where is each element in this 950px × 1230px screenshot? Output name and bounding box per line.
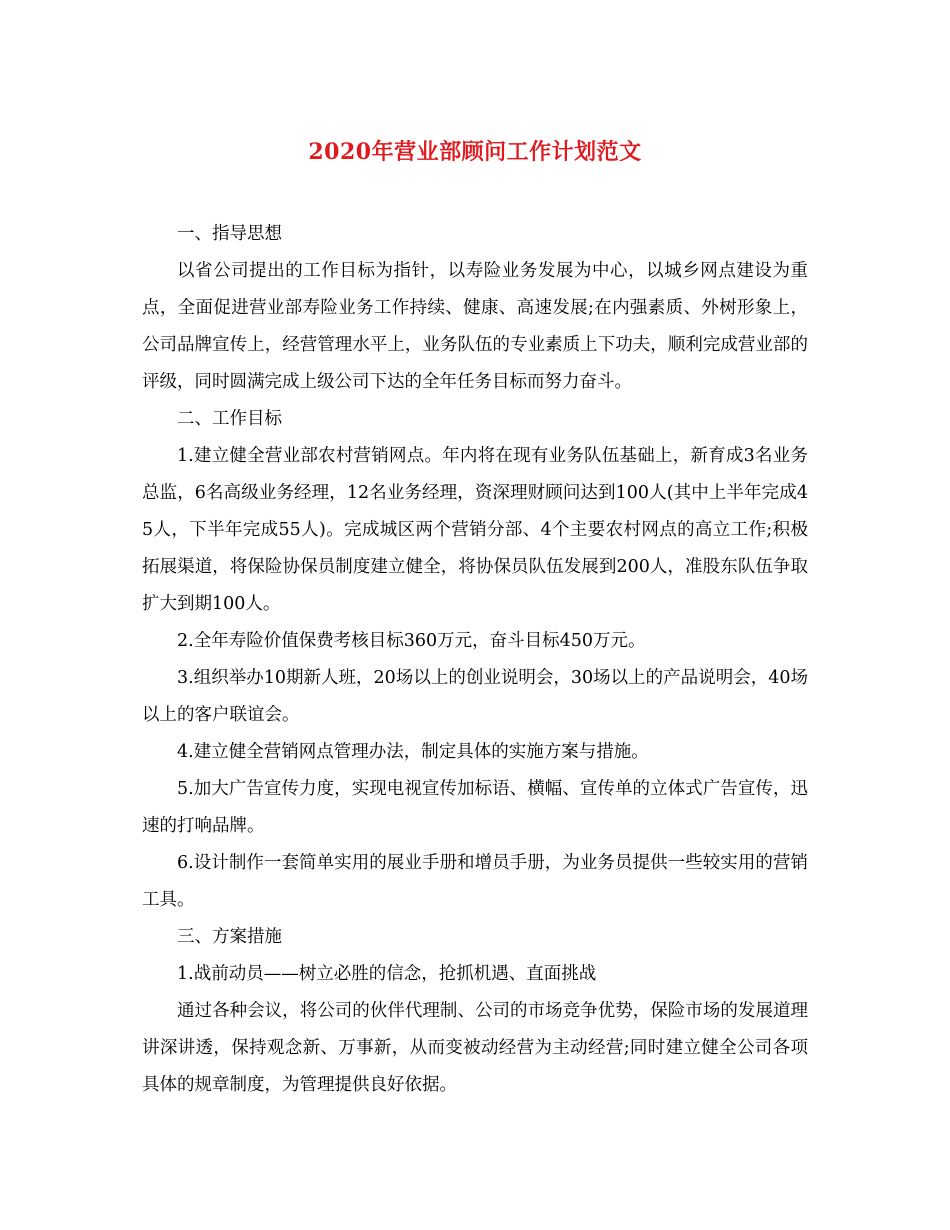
paragraph: 以省公司提出的工作目标为指针，以寿险业务发展为中心，以城乡网点建设为重点，全面促进营业部寿险业务工作持续、健康、高速发展;在内强素质、外树形象上，公司品牌宣传上，经营管理水平上，业务队伍的专业素质上下功夫，顺利完成营业部的评级，同时圆满完成上级公司下达的全年任务目标而努力奋斗。 [142, 261, 808, 392]
paragraph: 4.建立健全营销网点管理办法，制定具体的实施方案与措施。 [177, 742, 649, 762]
section-heading: 二、工作目标 [177, 409, 282, 429]
subsection-heading: 1.战前动员——树立必胜的信念，抢抓机遇、直面挑战 [177, 964, 597, 984]
paragraph: 6.设计制作一套简单实用的展业手册和增员手册，为业务员提供一些较实用的营销工具。 [142, 853, 808, 910]
section-heading: 一、指导思想 [177, 224, 282, 244]
paragraph: 1.建立健全营业部农村营销网点。年内将在现有业务队伍基础上，新育成3名业务总监，6名高级业务经理，12名业务经理，资深理财顾问达到100人(其中上半年完成45人，下半年完成55人)。完成城区两个营销分部、4个主要农村网点的高立工作;积极拓展渠道，将保险协保员制度建立健全，将协保员队伍发展到200人，准股东队伍争取扩大到期100人。 [142, 446, 808, 614]
paragraph: 2.全年寿险价值保费考核目标360万元，奋斗目标450万元。 [177, 631, 646, 651]
paragraph: 通过各种会议，将公司的伙伴代理制、公司的市场竞争优势，保险市场的发展道理讲深讲透，保持观念新、万事新，从而变被动经营为主动经营;同时建立健全公司各项具体的规章制度，为管理提供良好依据。 [142, 1001, 808, 1095]
document-body [142, 216, 808, 1104]
document-title: 2020年营业部顾问工作计划范文 [308, 139, 642, 165]
paragraph: 5.加大广告宣传力度，实现电视宣传加标语、横幅、宣传单的立体式广告宣传，迅速的打响品牌。 [142, 779, 808, 836]
section-heading: 三、方案措施 [177, 927, 282, 947]
paragraph: 3.组织举办10期新人班，20场以上的创业说明会，30场以上的产品说明会，40场以上的客户联谊会。 [142, 668, 808, 725]
